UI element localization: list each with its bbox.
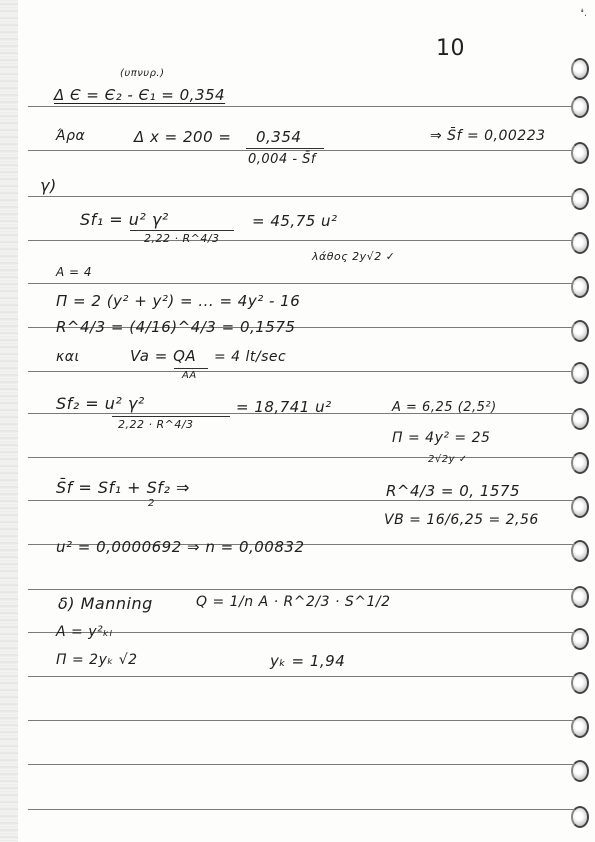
yu-result: yₖ = 1,94 <box>270 652 346 670</box>
sf1-result: = 45,75 u² <box>252 212 338 230</box>
binder-hole <box>571 320 589 342</box>
binder-hole <box>571 672 589 694</box>
ruled-line <box>28 764 576 765</box>
apa-result: ⇒ S̄f = 0,00223 <box>430 128 546 144</box>
ruled-line <box>28 283 576 284</box>
perimeter-p3: Π = 2yₖ √2 <box>56 652 138 668</box>
sf-average-den: 2 <box>148 498 155 509</box>
ruled-line <box>28 371 576 372</box>
fraction-bar <box>130 230 234 231</box>
binder-hole <box>571 716 589 738</box>
kai-label: και <box>56 349 80 365</box>
area-a: A = 4 <box>56 265 93 279</box>
fraction-bar <box>112 416 230 417</box>
scanned-page-edge <box>0 0 18 842</box>
sf1-denominator: 2,22 · R^4/3 <box>144 232 220 245</box>
r43-b: R^4/3 = 0, 1575 <box>386 482 520 500</box>
sf2-denominator: 2,22 · R^4/3 <box>118 418 194 431</box>
ruled-line <box>28 589 576 590</box>
area-a2: A = 6,25 (2,5²) <box>392 400 497 415</box>
corner-mark: ❛. <box>580 8 587 19</box>
ruled-line <box>28 196 576 197</box>
ruled-line <box>28 106 576 107</box>
binder-hole <box>571 586 589 608</box>
ruled-line <box>28 457 576 458</box>
va-numerator: Va = QA <box>130 347 197 365</box>
part-gamma-label: γ) <box>40 176 57 195</box>
perimeter-p2: Π = 4y² = 25 <box>392 430 491 446</box>
binder-hole <box>571 276 589 298</box>
ruled-line <box>28 240 576 241</box>
binder-hole <box>571 628 589 650</box>
fraction-bar <box>246 148 324 149</box>
fraction-bar <box>174 368 208 369</box>
manning-equation: Q = 1/n A · R^2/3 · S^1/2 <box>196 594 391 610</box>
page-number: 10 <box>436 36 465 61</box>
ruled-line <box>28 809 576 810</box>
u2-equation: u² = 0,0000692 ⇒ n = 0,00832 <box>56 538 305 556</box>
ruled-line <box>28 676 576 677</box>
ruled-line <box>28 500 576 501</box>
ruled-line <box>28 720 576 721</box>
apa-label: Άρα <box>56 128 86 144</box>
binder-hole <box>571 142 589 164</box>
correction-note: λάθος 2y√2 ✓ <box>312 250 396 263</box>
delta-e-equation: Δ Є = Є₂ - Є₁ = 0,354 <box>54 86 226 104</box>
binder-hole <box>571 408 589 430</box>
binder-hole <box>571 362 589 384</box>
sf2-numerator: Sf₂ = u² γ² <box>56 394 145 413</box>
va-denominator: AA <box>182 370 197 381</box>
perimeter-equation: Π = 2 (y² + y²) = ... = 4y² - 16 <box>56 292 301 310</box>
perimeter-p2-den: 2√2y ✓ <box>428 454 468 465</box>
va-result: = 4 lt/sec <box>214 349 287 365</box>
apa-numerator: 0,354 <box>256 128 302 146</box>
r43-equation: R^4/3 = (4/16)^4/3 = 0,1575 <box>56 318 296 336</box>
binder-hole <box>571 806 589 828</box>
sf-average: S̄f = Sf₁ + Sf₂ ⇒ <box>56 478 190 497</box>
sf2-result: = 18,741 u² <box>236 398 332 416</box>
apa-denominator: 0,004 - S̄f <box>248 152 317 167</box>
binder-hole <box>571 58 589 80</box>
binder-hole <box>571 760 589 782</box>
note-unnup: (υπνυρ.) <box>120 68 165 79</box>
sf1-numerator: Sf₁ = u² γ² <box>80 210 169 229</box>
ruled-line <box>28 150 576 151</box>
binder-hole <box>571 452 589 474</box>
area-a3: A = y²ₖₗ <box>56 624 113 640</box>
binder-hole <box>571 188 589 210</box>
binder-hole <box>571 232 589 254</box>
vb-equation: VB = 16/6,25 = 2,56 <box>384 512 539 528</box>
binder-hole <box>571 540 589 562</box>
binder-hole <box>571 96 589 118</box>
part-delta-manning: δ) Manning <box>58 594 153 613</box>
binder-hole <box>571 496 589 518</box>
apa-dx: Δ x = 200 = <box>134 128 232 146</box>
